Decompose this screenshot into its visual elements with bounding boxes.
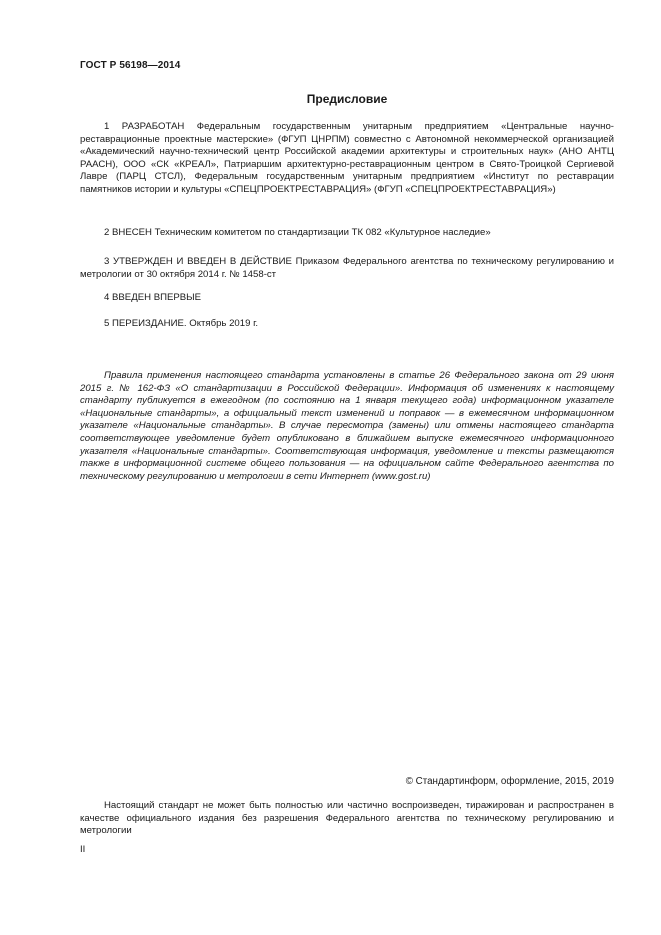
copyright-line: © Стандартинформ, оформление, 2015, 2019 bbox=[405, 776, 614, 787]
foreword-item-developed: 1 РАЗРАБОТАН Федеральным государственным унитарным предприятием «Центральные научно-реставрационные проектные мастерские» (ФГУП ЦНРПМ) совместно с Автономной некоммерческой организацией «Академический научно-технический центр Российской академии архитектуры и строительных наук» (АНО АНТЦ РААСН), ООО «СК «КРЕАЛ», Патриаршим архитектурно-реставрационным центром в Свято-Троицкой Сергиевой Лавре (ПАРЦ СТСЛ), Федеральным государственным унитарным предприятием «Институт по реставрации памятников истории и культуры «СПЕЦПРОЕКТРЕСТАВРАЦИЯ» (ФГУП «СПЕЦПРОЕКТРЕСТАВРАЦИЯ») bbox=[80, 121, 614, 195]
foreword-item-reissue: 5 ПЕРЕИЗДАНИЕ. Октябрь 2019 г. bbox=[104, 318, 259, 329]
page-title: Предисловие bbox=[306, 92, 388, 106]
foreword-item-introduced: 2 ВНЕСЕН Техническим комитетом по стандартизации ТК 082 «Культурное наследие» bbox=[104, 227, 491, 238]
standard-code: ГОСТ Р 56198—2014 bbox=[80, 60, 181, 71]
foreword-item-approved: 3 УТВЕРЖДЕН И ВВЕДЕН В ДЕЙСТВИЕ Приказом Федерального агентства по техническому регулированию и метрологии от 30 октября 2014 г. № 1458-ст bbox=[80, 256, 614, 280]
page-number: II bbox=[80, 844, 86, 855]
reproduction-rights-notice: Настоящий стандарт не может быть полностью или частично воспроизведен, тиражирован и распространен в качестве официального издания без разрешения Федерального агентства по техническому регулированию и метрологии bbox=[80, 800, 614, 837]
foreword-item-first-introduced: 4 ВВЕДЕН ВПЕРВЫЕ bbox=[104, 292, 202, 303]
application-rules-note: Правила применения настоящего стандарта установлены в статье 26 Федерального закона от 29 июня 2015 г. № 162-ФЗ «О стандартизации в Российской Федерации». Информация об изменениях к настоящему стандарту публикуется в ежегодном (по состоянию на 1 января текущего года) информационном указателе «Национальные стандарты», а официальный текст изменений и поправок — в ежемесячном информационном указателе «Национальные стандарты». В случае пересмотра (замены) или отмены настоящего стандарта соответствующее уведомление будет опубликовано в ближайшем выпуске ежемесячного информационного указателя «Национальные стандарты». Соответствующая информация, уведомление и тексты размещаются также в информационной системе общего пользования — на официальном сайте Федерального агентства по техническому регулированию и метрологии в сети Интернет (www.gost.ru) bbox=[80, 370, 614, 482]
